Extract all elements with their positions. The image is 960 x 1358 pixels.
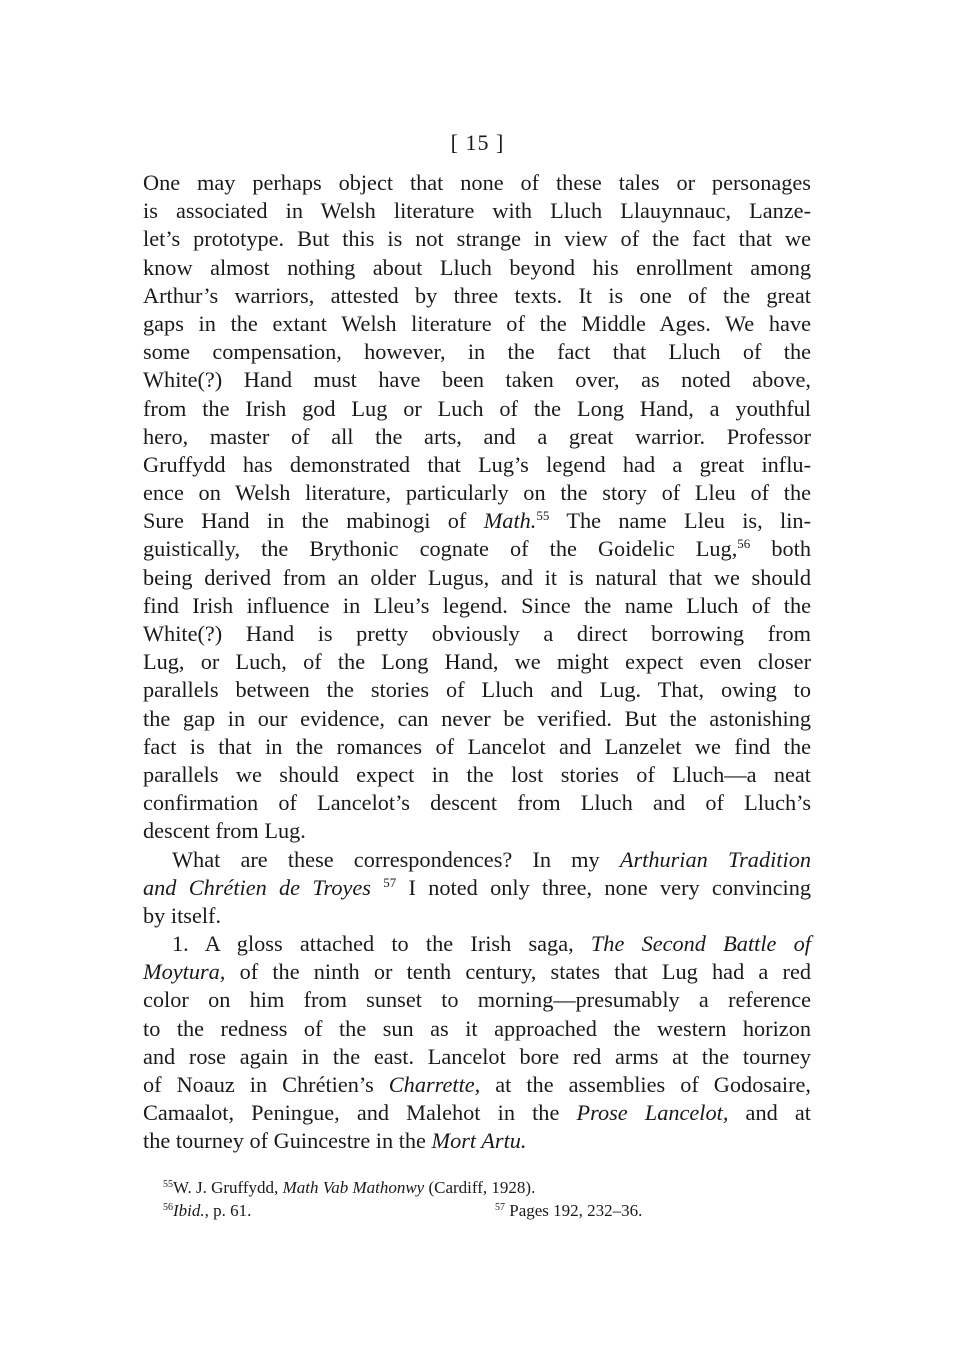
text-line: Gruffydd has demonstrated that Lug’s legend had a great influ- [143, 451, 811, 477]
text-line [143, 846, 811, 874]
footnote-number: 56 [163, 1202, 173, 1213]
title-italic: Mort Artu. [431, 1128, 527, 1154]
text-line [143, 1127, 811, 1155]
text-line: some compensation, however, in the fact that Lluch of the [143, 339, 811, 365]
text-segment: What are these correspondences? In my [172, 846, 620, 872]
title-italic: Math. [483, 508, 537, 534]
text-line [143, 535, 811, 563]
text-line [143, 874, 811, 902]
page-number: [ 15 ] [450, 130, 505, 155]
text-line: let’s prototype. But this is not strange in view of the fact that we [143, 226, 811, 252]
text-line: gaps in the extant Welsh literature of the Middle Ages. We have [143, 310, 811, 336]
text-line: One may perhaps object that none of these tales or personages [143, 170, 811, 195]
footnote-ref[interactable]: 56 [737, 536, 751, 552]
text-line: parallels between the stories of Lluch and Lug. That, owing to [143, 677, 811, 703]
text-line [143, 1071, 811, 1099]
text-line: descent from Lug. [143, 818, 306, 844]
text-segment: at the assemblies of Godosaire, [480, 1072, 811, 1097]
text-line: know almost nothing about Lluch beyond his enrollment among [143, 254, 811, 280]
text-segment: of the ninth or tenth century, states that Lug had a red [225, 959, 811, 985]
text-line [143, 958, 811, 986]
title-italic: Prose Lancelot, [576, 1100, 729, 1126]
text-line: and rose again in the east. Lancelot bore red arms at the tourney [143, 1043, 811, 1069]
text-line: ence on Welsh literature, particularly on the story of Lleu of the [143, 480, 811, 506]
text-line: the gap in our evidence, can never be verified. But the astonishing [143, 705, 811, 731]
text-segment: of Noauz in Chrétien’s [143, 1072, 389, 1097]
text-line: being derived from an older Lugus, and it is natural that we should [143, 564, 811, 590]
title-italic: Arthurian Tradition [619, 846, 811, 872]
text-segment: The name Lleu is, lin- [549, 508, 812, 534]
text-line: White(?) Hand is pretty obviously a direct borrowing from [143, 621, 811, 646]
text-line: hero, master of all the arts, and a great warrior. Professor [143, 423, 811, 449]
footnote-number: 55 [163, 1179, 173, 1190]
text-segment: I noted only three, none very convincing [396, 874, 811, 900]
title-italic: Math Vab Mathonwy [282, 1178, 425, 1197]
text-line: Arthur’s warriors, attested by three texts. It is one of the great [143, 282, 811, 308]
footnotes [163, 1176, 683, 1222]
text-line: from the Irish god Lug or Luch of the Long Hand, a youthful [143, 395, 811, 421]
text-line: to the redness of the sun as it approached the western horizon [143, 1015, 811, 1041]
title-italic: Charrette, [388, 1072, 481, 1097]
title-italic: Moytura, [143, 959, 226, 985]
text-line: color on him from sunset to morning—presumably a reference [143, 987, 811, 1013]
body-text [143, 169, 811, 1156]
text-segment: both [750, 536, 811, 562]
text-line: Lug, or Luch, of the Long Hand, we might expect even closer [143, 649, 811, 675]
text-segment: 1. A gloss attached to the Irish saga, [172, 931, 591, 957]
text-line [143, 1099, 811, 1127]
text-segment: Sure Hand in the mabinogi of [143, 508, 484, 534]
text-line: parallels we should expect in the lost stories of Lluch—a neat [143, 761, 811, 787]
footnote-ref[interactable]: 57 [383, 874, 397, 890]
text-segment: Camaalot, Peningue, and Malehot in the [143, 1100, 577, 1126]
text-line: find Irish influence in Lleu’s legend. Since the name Lluch of the [143, 592, 811, 618]
footnote-56 [163, 1199, 683, 1222]
text-segment: the tourney of Guincestre in the [143, 1128, 432, 1154]
footnote-57 [495, 1199, 642, 1222]
title-italic: Ibid., [173, 1201, 209, 1220]
footnote-number: 57 [495, 1202, 505, 1213]
text-line [143, 930, 811, 958]
text-line [143, 507, 811, 535]
text-line: is associated in Welsh literature with Lluch Llauynnauc, Lanze- [143, 198, 811, 224]
text-line: fact is that in the romances of Lancelot and Lanzelet we find the [143, 733, 811, 759]
text-line: White(?) Hand must have been taken over, as noted above, [143, 367, 811, 393]
footnote-text: p. 61. [208, 1201, 252, 1220]
text-segment: and at [728, 1100, 811, 1126]
footnote-text: Pages 192, 232–36. [509, 1201, 643, 1220]
text-segment: guistically, the Brythonic cognate of the Goidelic Lug, [143, 536, 738, 562]
title-italic: The Second Battle of [590, 931, 811, 957]
text-line: confirmation of Lancelot’s descent from Lluch and of Lluch’s [143, 790, 811, 816]
footnote-ref[interactable]: 55 [536, 508, 550, 524]
footnote-text: (Cardiff, 1928). [424, 1178, 536, 1197]
footnote-text: W. J. Gruffydd, [173, 1178, 283, 1197]
text-line: by itself. [143, 902, 222, 928]
title-italic: and Chrétien de Troyes [143, 874, 371, 900]
footnote-55 [163, 1176, 683, 1199]
